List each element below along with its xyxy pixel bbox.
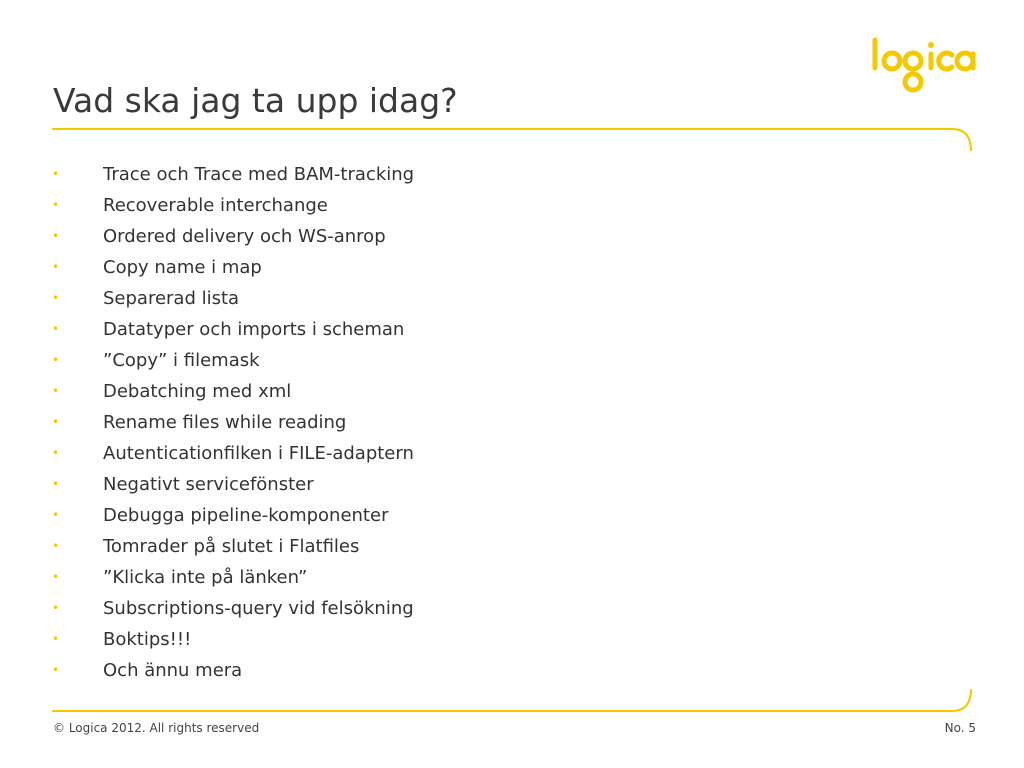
bullet-text: ”Klicka inte på länken” (103, 567, 308, 588)
bullet-text: Recoverable interchange (103, 195, 328, 216)
bullet-text: Subscriptions-query vid felsökning (103, 598, 414, 619)
bullet-icon: • (52, 446, 60, 460)
bullet-icon: • (52, 322, 60, 336)
bullet-text: Separerad lista (103, 288, 240, 309)
bullet-icon: • (52, 539, 60, 553)
bullet-icon: • (52, 477, 60, 491)
bullet-text: Ordered delivery och WS-anrop (103, 226, 386, 247)
page-number: No. 5 (944, 721, 976, 735)
bullet-icon: • (52, 663, 60, 677)
bullet-icon: • (52, 167, 60, 181)
bullet-text: Tomrader på slutet i Flatfiles (103, 536, 360, 557)
bullet-icon: • (52, 291, 60, 305)
bullet-icon: • (52, 508, 60, 522)
bullet-icon: • (52, 353, 60, 367)
bullet-text: Rename files while reading (103, 412, 347, 433)
bullet-icon: • (52, 260, 60, 274)
bullet-text: ”Copy” i filemask (103, 350, 260, 371)
bullet-text: Negativt servicefönster (103, 474, 314, 495)
bullet-text: Autenticationfilken i FILE-adaptern (103, 443, 414, 464)
bullet-icon: • (52, 229, 60, 243)
bullet-text: Trace och Trace med BAM-tracking (103, 164, 415, 185)
bullet-icon: • (52, 384, 60, 398)
bullet-text: Datatyper och imports i scheman (103, 319, 405, 340)
bullet-text: Och ännu mera (103, 660, 243, 681)
bullet-icon: • (52, 601, 60, 615)
bullet-text: Copy name i map (103, 257, 262, 278)
bullet-icon: • (52, 198, 60, 212)
bullet-icon: • (52, 415, 60, 429)
logica-logo-icon (868, 34, 978, 98)
bullet-icon: • (52, 632, 60, 646)
bullet-text: Boktips!!! (103, 629, 192, 650)
slide-title: Vad ska jag ta upp idag? (53, 81, 458, 120)
bullet-icon: • (52, 570, 60, 584)
footer-line (52, 689, 971, 711)
bullet-text: Debugga pipeline-komponenter (103, 505, 389, 526)
bullet-text: Debatching med xml (103, 381, 292, 402)
title-underline (52, 129, 971, 151)
footer-copyright: © Logica 2012. All rights reserved (53, 721, 260, 735)
